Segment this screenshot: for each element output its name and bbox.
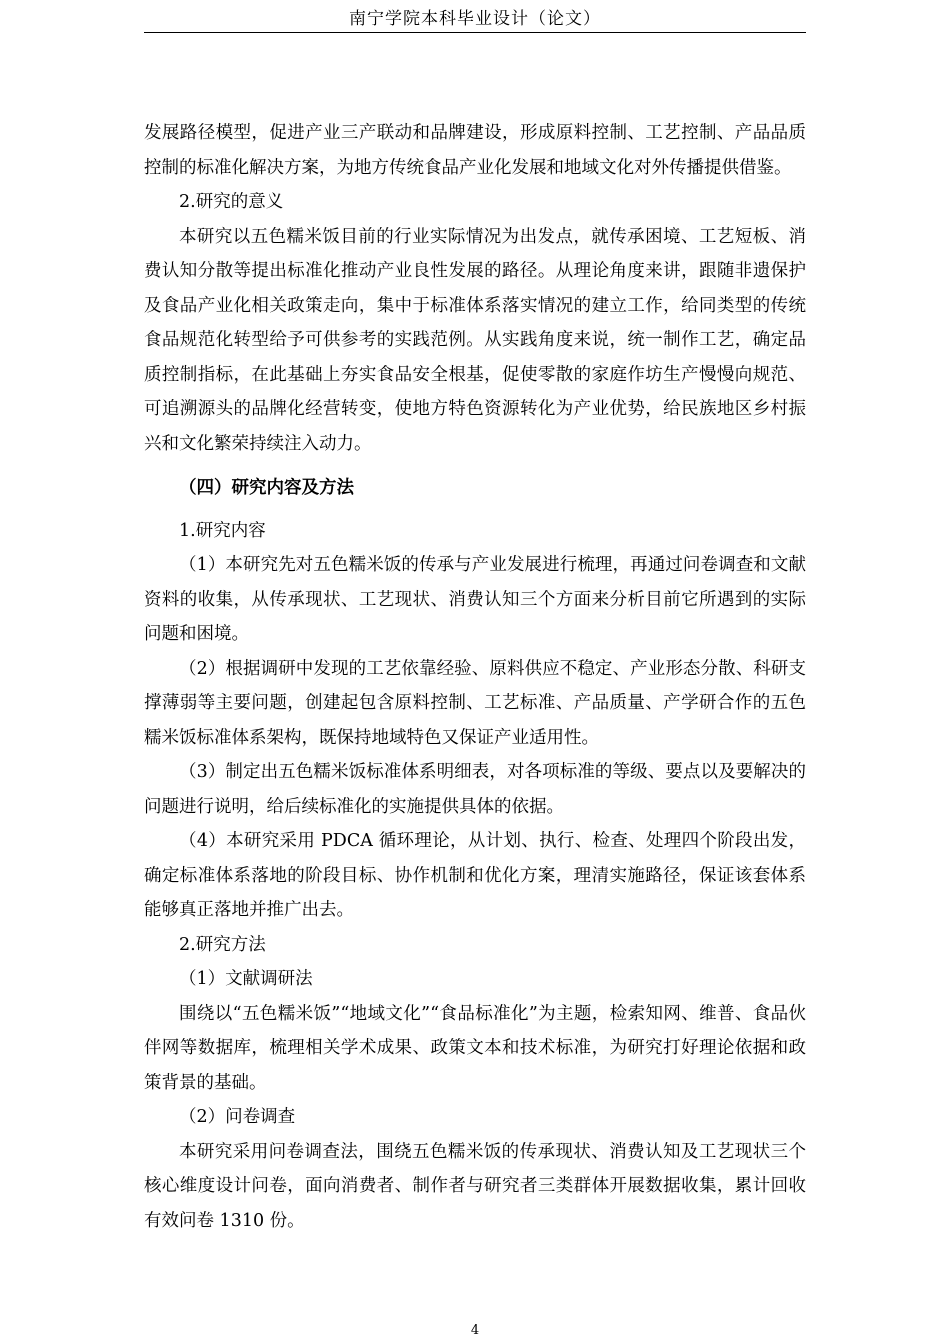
content-item-1: （1）本研究先对五色糯米饭的传承与产业发展进行梳理，再通过问卷调查和文献资料的收集，从传承现状、工艺现状、消费认知三个方面来分析目前它所遇到的实际问题和困境。 (144, 555, 806, 644)
subheading-content: 1.研究内容 (179, 520, 266, 541)
content-item-2: （2）根据调研中发现的工艺依靠经验、原料供应不稳定、产业形态分散、科研支撑薄弱等主要问题，创建起包含原料控制、工艺标准、产品质量、产学研合作的五色糯米饭标准体系架构，既保持地域特色又保证产业适用性。 (144, 658, 806, 748)
paragraph-continuation: 发展路径模型，促进产业三产联动和品牌建设，形成原料控制、工艺控制、产品品质控制的标准化解决方案，为地方传统食品产业化发展和地域文化对外传播提供借鉴。 (144, 123, 806, 178)
section-heading: （四）研究内容及方法 (179, 478, 354, 498)
method-survey-text: 本研究采用问卷调查法，围绕五色糯米饭的传承现状、消费认知及工艺现状三个核心维度设计问卷，面向消费者、制作者与研究者三类群体开展数据收集，累计回收有效问卷 1310 份。 (144, 1141, 806, 1231)
subheading-methods: 2.研究方法 (179, 934, 266, 955)
subheading-significance: 2.研究的意义 (179, 192, 284, 212)
paragraph-significance: 本研究以五色糯米饭目前的行业实际情况为出发点，就传承困境、工艺短板、消费认知分散等提出标准化推动产业良性发展的路径。从理论角度来讲，跟随非遗保护及食品产业化相关政策走向，集中于标准体系落实情况的建立工作，给同类型的传统食品规范化转型给予可供参考的实践范例。从实践角度来说，统一制作工艺，确定品质控制指标，在此基础上夯实食品安全根基，促使零散的家庭作坊生产慢慢向规范、可追溯源头的品牌化经营转变，使地方特色资源转化为产业优势，给民族地区乡村振兴和文化繁荣持续注入动力。 (144, 226, 806, 454)
document-body (144, 116, 806, 1238)
content-item-4: （4）本研究采用 PDCA 循环理论，从计划、执行、检查、处理四个阶段出发，确定标准体系落地的阶段目标、协作机制和优化方案，理清实施路径，保证该套体系能够真正落地并推广出去。 (144, 831, 806, 920)
method-heading-survey: （2）问卷调查 (179, 1107, 296, 1127)
content-item-3: （3）制定出五色糯米饭标准体系明细表，对各项标准的等级、要点以及要解决的问题进行说明，给后续标准化的实施提供具体的依据。 (144, 762, 806, 817)
header-rule (144, 32, 806, 33)
page-number: 4 (470, 1323, 480, 1338)
running-header: 南宁学院本科毕业设计（论文） (349, 9, 601, 29)
method-heading-literature: （1）文献调研法 (179, 969, 313, 989)
method-literature-text: 围绕以“五色糯米饭”“地域文化”“食品标准化”为主题，检索知网、维普、食品伙伴网等数据库，梳理相关学术成果、政策文本和技术标准，为研究打好理论依据和政策背景的基础。 (144, 1003, 806, 1093)
